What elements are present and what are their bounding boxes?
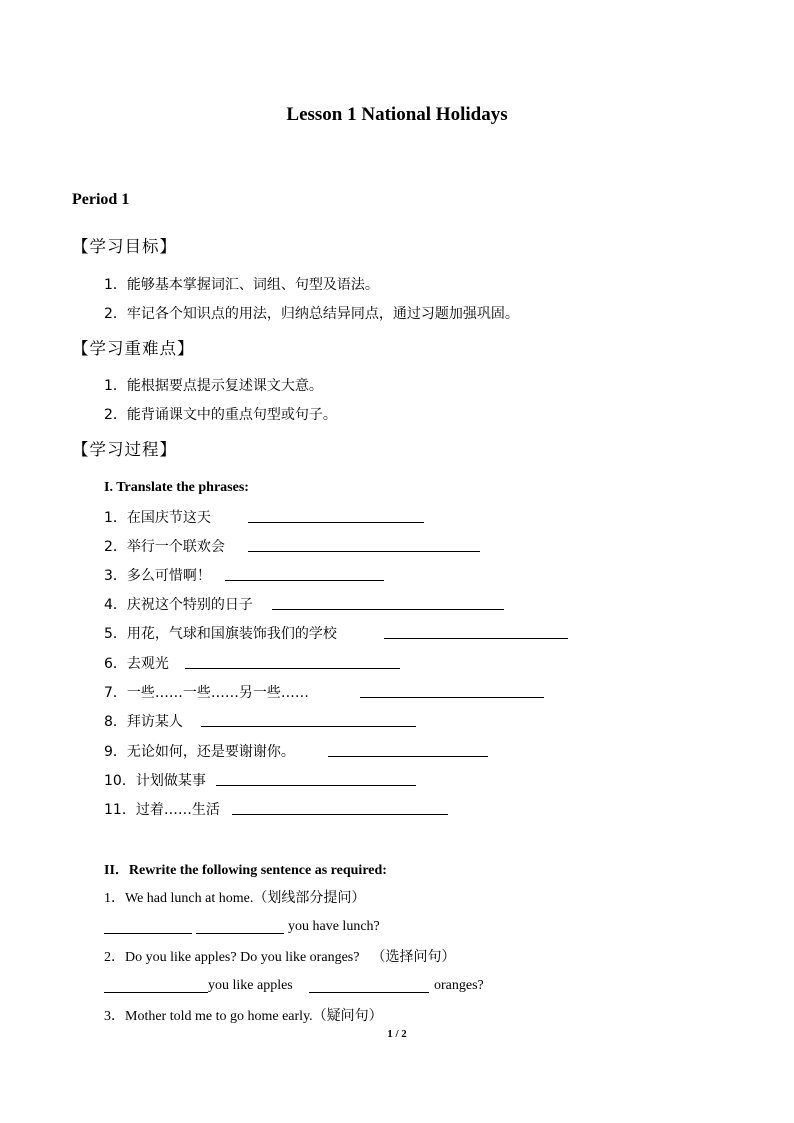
- answer-blank-9[interactable]: [328, 756, 488, 757]
- period-heading: Period 1: [72, 191, 130, 208]
- answer-blank-1[interactable]: [248, 522, 424, 523]
- phrase-item-8: 8．拜访某人: [104, 714, 183, 730]
- answer-blank-7[interactable]: [360, 697, 544, 698]
- q1-answer-blank-2[interactable]: [196, 933, 284, 934]
- goal-item-1: 1．能够基本掌握词汇、词组、句型及语法。: [104, 277, 379, 293]
- answer-blank-10[interactable]: [216, 785, 416, 786]
- answer-blank-4[interactable]: [272, 609, 504, 610]
- phrase-item-3: 3．多么可惜啊！: [104, 568, 211, 584]
- q2-number: 2．: [104, 950, 125, 965]
- q3-note: （疑问句）: [312, 1008, 383, 1024]
- answer-blank-3[interactable]: [225, 580, 384, 581]
- phrase-item-6: 6．去观光: [104, 656, 169, 672]
- q1-answer-tail: you have lunch?: [288, 919, 380, 934]
- key-point-item-1: 1．能根据要点提示复述课文大意。: [104, 378, 323, 394]
- answer-blank-6[interactable]: [185, 668, 400, 669]
- q1-text: We had lunch at home.: [125, 891, 254, 906]
- q3-number: 3．: [104, 1009, 125, 1024]
- q1-number: 1．: [104, 891, 125, 906]
- key-point-item-2: 2．能背诵课文中的重点句型或句子。: [104, 407, 337, 423]
- q2-answer-blank-2[interactable]: [309, 992, 429, 993]
- q2-answer-mid: you like apples: [208, 978, 293, 993]
- q2-answer-blank-1[interactable]: [104, 992, 208, 993]
- rewrite-question-3: [104, 1005, 383, 1025]
- answer-blank-5[interactable]: [384, 638, 568, 639]
- rewrite-question-2: [104, 946, 455, 966]
- section-goals-heading: 【学习目标】: [72, 237, 177, 256]
- section-process-heading: 【学习过程】: [72, 440, 177, 459]
- rewrite-question-1: [104, 887, 365, 907]
- phrase-item-4: 4．庆祝这个特别的日子: [104, 597, 253, 613]
- section-key-points-heading: 【学习重难点】: [72, 339, 195, 358]
- q1-note: （划线部分提问）: [253, 890, 366, 906]
- q2-answer-tail: oranges?: [434, 978, 484, 993]
- q3-text: Mother told me to go home early.: [125, 1009, 313, 1024]
- answer-blank-11[interactable]: [232, 814, 448, 815]
- phrase-item-7: 7．一些……一些……另一些……: [104, 685, 309, 701]
- page-title: Lesson 1 National Holidays: [286, 104, 508, 125]
- phrase-item-5: 5．用花，气球和国旗装饰我们的学校: [104, 626, 337, 642]
- part1-heading: I. Translate the phrases:: [104, 480, 249, 495]
- phrase-item-2: 2．举行一个联欢会: [104, 539, 225, 555]
- q1-answer-blank-1[interactable]: [104, 933, 192, 934]
- phrase-item-11: 11．过着……生活: [104, 802, 220, 818]
- phrase-item-1: 1．在国庆节这天: [104, 510, 211, 526]
- q2-note: （选择问句）: [371, 949, 456, 965]
- answer-blank-8[interactable]: [201, 726, 416, 727]
- page-number: 1 / 2: [387, 1028, 407, 1040]
- phrase-item-9: 9．无论如何，还是要谢谢你。: [104, 744, 295, 760]
- phrase-item-10: 10．计划做某事: [104, 773, 206, 789]
- answer-blank-2[interactable]: [248, 551, 480, 552]
- goal-item-2: 2．牢记各个知识点的用法，归纳总结异同点，通过习题加强巩固。: [104, 306, 519, 322]
- q2-text: Do you like apples? Do you like oranges?: [125, 950, 360, 965]
- part2-heading: II．Rewrite the following sentence as required:: [104, 863, 387, 878]
